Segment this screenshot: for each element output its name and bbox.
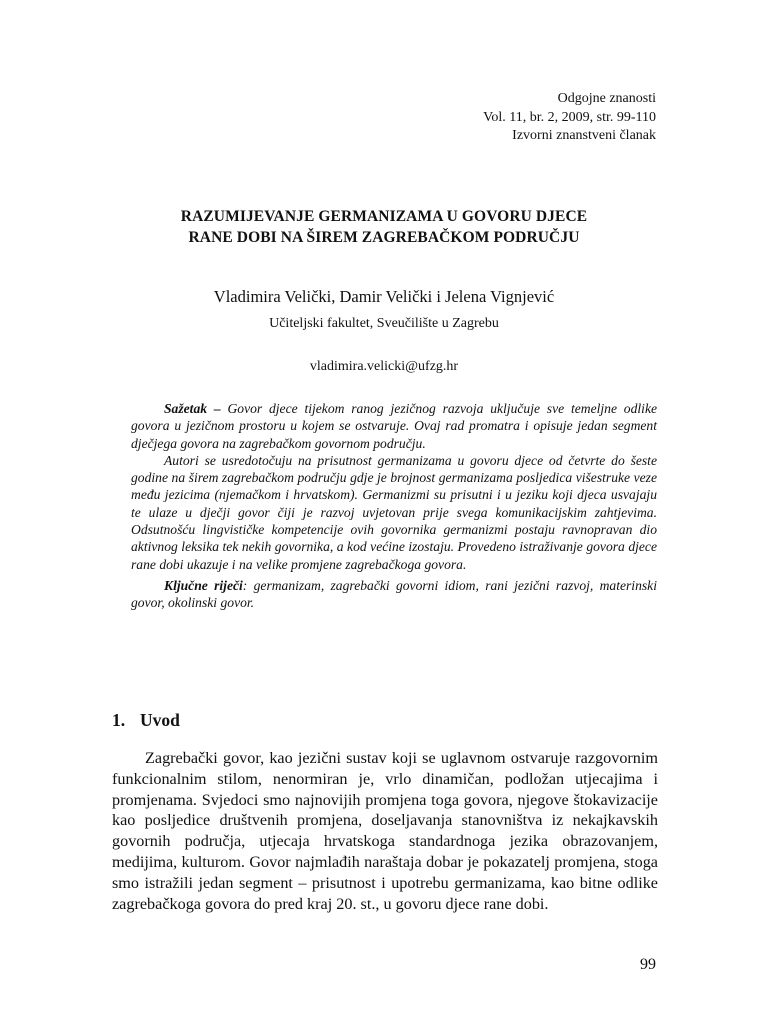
abstract — [131, 400, 657, 612]
author-email: vladimira.velicki@ufzg.hr — [309, 359, 459, 374]
page-number: 99 — [640, 956, 656, 973]
section-number: 1. — [112, 710, 126, 730]
section-title: Uvod — [140, 710, 180, 730]
keywords-label: Ključne riječi — [164, 577, 243, 593]
journal-name: Odgojne znanosti — [557, 91, 656, 106]
title-line-1: RAZUMIJEVANJE GERMANIZAMA U GOVORU DJECE — [180, 208, 588, 225]
keywords — [131, 577, 657, 612]
affiliation: Učiteljski fakultet, Sveučilište u Zagrebu — [269, 316, 499, 331]
article-title — [112, 206, 656, 248]
body-paragraph: Zagrebački govor, kao jezični sustav koji se uglavnom ostvaruje razgovornim funkcionalnim stilom, nenormiran je, vrlo dinamičan, podložan utjecajima i promjenama. Svjedoci smo najnovijih promjena toga govora, njegove štokavizacije kao posljedice društvenih promjena, doseljavanja stanovništva iz nekajkavskih govornih područja, utjecaja hrvatskoga standardnoga jezika obrazovanjem, medijima, kulturom. Govor najmlađih naraštaja dobar je pokazatelj promjena, stoga smo istražili jedan segment – prisutnost i upotrebu germanizama, kao bitne odlike zagrebačkoga govora do pred kraj 20. st., u govoru djece rane dobi. — [112, 749, 658, 913]
authors: Vladimira Velički, Damir Velički i Jelena Vignjević — [213, 287, 555, 306]
abstract-paragraph-1 — [131, 400, 657, 452]
journal-volume: Vol. 11, br. 2, 2009, str. 99-110 — [483, 109, 656, 125]
abstract-label: Sažetak – — [164, 401, 221, 416]
journal-header — [483, 90, 656, 146]
keywords-text: : germanizam, zagrebački govorni idiom, rani jezični razvoj, materinski govor, okolinski govor. — [131, 577, 657, 611]
section-heading — [112, 710, 180, 731]
article-type: Izvorni znanstveni članak — [512, 128, 656, 143]
abstract-text-1: Govor djece tijekom ranog jezičnog razvoja uključuje sve temeljne odlike govora u jezičnom prostoru u kojem se ostvaruje. Ovaj rad promatra i opisuje jedan segment dječjega govora na zagrebačkom govornom području. — [131, 401, 658, 451]
body-text — [112, 748, 658, 914]
abstract-paragraph-2: Autori se usredotočuju na prisutnost germanizama u govoru djece od četvrte do šeste godine na širem zagrebačkom području gdje je brojnost germanizama posljedica višestruke veze među jezicima (njemačkom i hrvatskom). Germanizmi su prisutni i u jeziku koji djeca usvajaju te ulaze u dječji govor čiji je razvoj uvjetovan prije svega komunikacijskim zahtjevima. Odsutnošću lingvističke kompetencije ovih govornika germanizmi postaju ravnopravan dio aktivnog leksika tek nekih govornika, a kod većine izostaju. Provedeno istraživanje govora djece rane dobi ukazuje i na velike promjene zagrebačkoga govora. — [131, 452, 657, 572]
title-line-2: RANE DOBI NA ŠIREM ZAGREBAČKOM PODRUČJU — [188, 229, 580, 246]
